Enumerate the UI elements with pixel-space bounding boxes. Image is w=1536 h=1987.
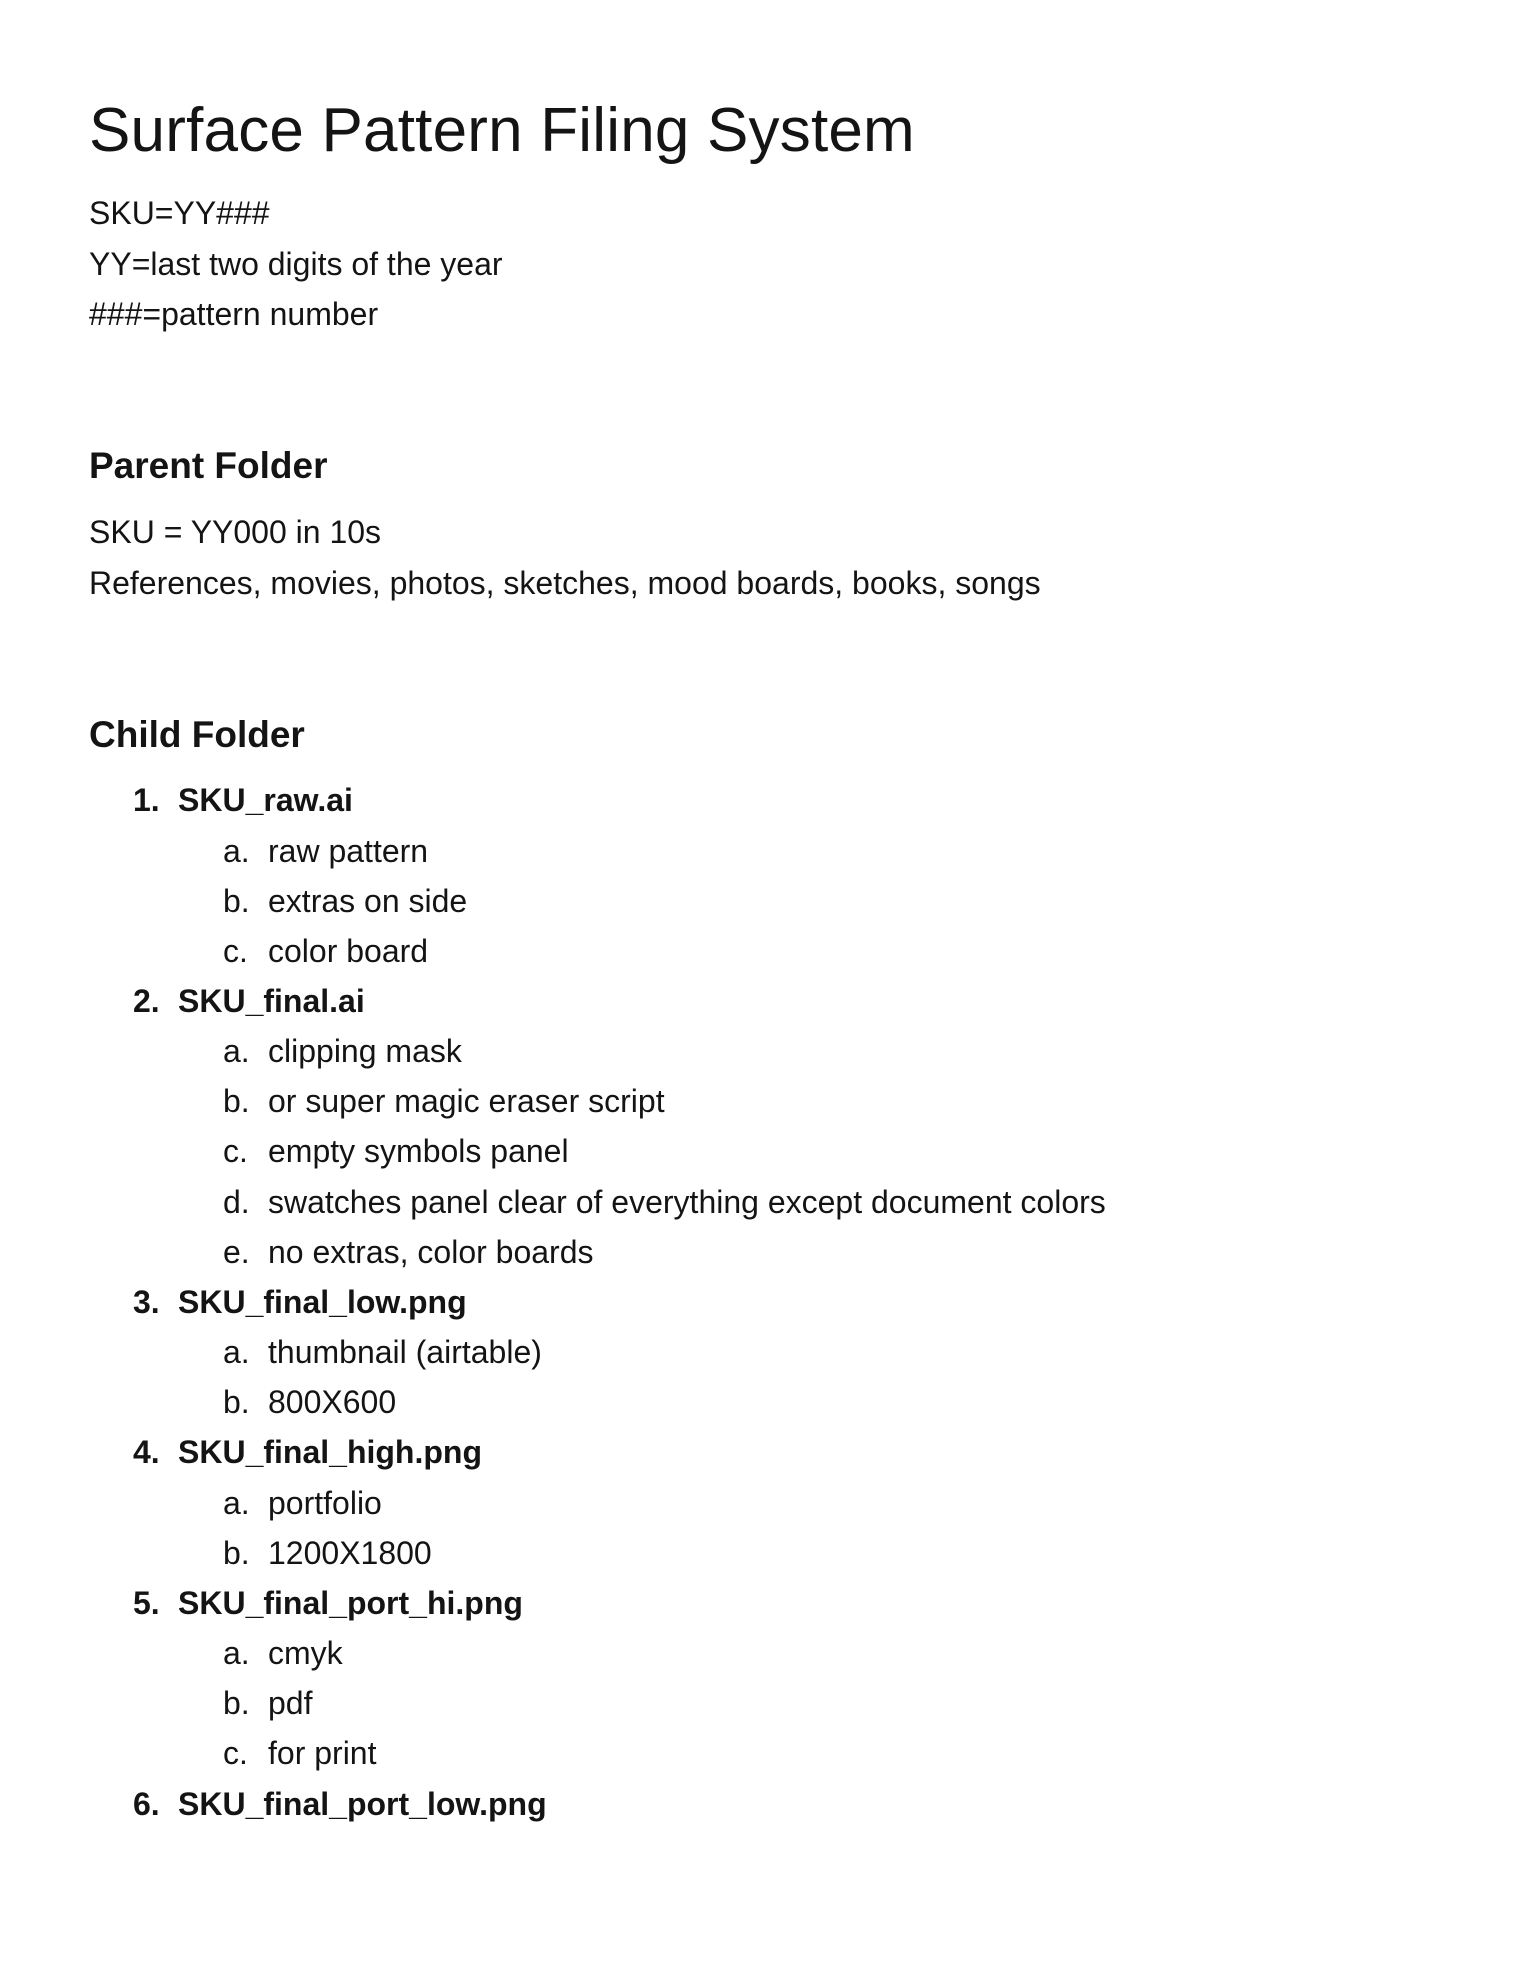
- sub-item-text: portfolio: [268, 1485, 382, 1521]
- sub-item-text: pdf: [268, 1685, 313, 1721]
- list-number: 1.: [133, 782, 160, 818]
- sub-item-letter: b.: [223, 1083, 250, 1119]
- sub-item-letter: c.: [223, 933, 248, 969]
- list-item-label: SKU_raw.ai: [178, 782, 353, 818]
- sub-item-letter: a.: [223, 1334, 250, 1370]
- list-number: 2.: [133, 983, 160, 1019]
- sub-item-letter: a.: [223, 1033, 250, 1069]
- sub-item-letter: b.: [223, 883, 250, 919]
- list-item-sku-final-port-hi-png: [133, 1587, 523, 1619]
- list-number: 3.: [133, 1284, 160, 1320]
- list-item-label: SKU_final_port_low.png: [178, 1786, 547, 1822]
- sub-item: [223, 1035, 462, 1067]
- sub-item: [223, 835, 428, 867]
- sub-item-text: extras on side: [268, 883, 468, 919]
- list-item-label: SKU_final.ai: [178, 983, 365, 1019]
- sub-item-letter: d.: [223, 1184, 250, 1220]
- list-item-sku-final-port-low-png: [133, 1788, 547, 1820]
- parent-folder-heading: Parent Folder: [89, 445, 328, 486]
- list-number: 6.: [133, 1786, 160, 1822]
- sub-item-letter: c.: [223, 1735, 248, 1771]
- sub-item: [223, 1085, 665, 1117]
- sub-item: [223, 1336, 542, 1368]
- list-item-sku-final-ai: [133, 985, 365, 1017]
- sub-item: [223, 1537, 432, 1569]
- sub-item-text: no extras, color boards: [268, 1234, 594, 1270]
- sub-item: [223, 1637, 343, 1669]
- sub-item-text: or super magic eraser script: [268, 1083, 665, 1119]
- sub-item: [223, 935, 428, 967]
- sub-item-letter: e.: [223, 1234, 250, 1270]
- sub-item-text: color board: [268, 933, 429, 969]
- sub-item: [223, 1236, 594, 1268]
- intro-line-sku: SKU=YY###: [89, 195, 270, 231]
- list-item-label: SKU_final_port_hi.png: [178, 1585, 523, 1621]
- sub-item-letter: a.: [223, 1485, 250, 1521]
- list-number: 5.: [133, 1585, 160, 1621]
- sub-item: [223, 885, 467, 917]
- parent-folder-line-sku: SKU = YY000 in 10s: [89, 514, 382, 550]
- sub-item-letter: b.: [223, 1384, 250, 1420]
- sub-item: [223, 1487, 382, 1519]
- sub-item-text: thumbnail (airtable): [268, 1334, 542, 1370]
- sub-item-text: cmyk: [268, 1635, 343, 1671]
- list-item-label: SKU_final_high.png: [178, 1434, 482, 1470]
- sub-item-letter: a.: [223, 833, 250, 869]
- sub-item-letter: a.: [223, 1635, 250, 1671]
- page-title: Surface Pattern Filing System: [89, 96, 915, 165]
- sub-item-text: 800X600: [268, 1384, 397, 1420]
- sub-item-text: empty symbols panel: [268, 1133, 569, 1169]
- sub-item-letter: b.: [223, 1685, 250, 1721]
- sub-item: [223, 1186, 1106, 1218]
- sub-item-text: swatches panel clear of everything except document colors: [268, 1184, 1106, 1220]
- list-item-label: SKU_final_low.png: [178, 1284, 467, 1320]
- sub-item-text: clipping mask: [268, 1033, 462, 1069]
- parent-folder-line-references: References, movies, photos, sketches, mood boards, books, songs: [89, 565, 1041, 601]
- list-item-sku-raw-ai: [133, 784, 353, 816]
- child-folder-heading: Child Folder: [89, 714, 305, 755]
- sub-item-text: for print: [268, 1735, 377, 1771]
- list-item-sku-final-low-png: [133, 1286, 467, 1318]
- list-item-sku-final-high-png: [133, 1436, 482, 1468]
- sub-item-text: 1200X1800: [268, 1535, 432, 1571]
- list-number: 4.: [133, 1434, 160, 1470]
- sub-item-letter: c.: [223, 1133, 248, 1169]
- sub-item: [223, 1737, 376, 1769]
- sub-item-letter: b.: [223, 1535, 250, 1571]
- sub-item-text: raw pattern: [268, 833, 429, 869]
- sub-item: [223, 1135, 569, 1167]
- sub-item: [223, 1386, 396, 1418]
- intro-line-pattern: ###=pattern number: [89, 296, 379, 332]
- intro-line-year: YY=last two digits of the year: [89, 246, 503, 282]
- sub-item: [223, 1687, 312, 1719]
